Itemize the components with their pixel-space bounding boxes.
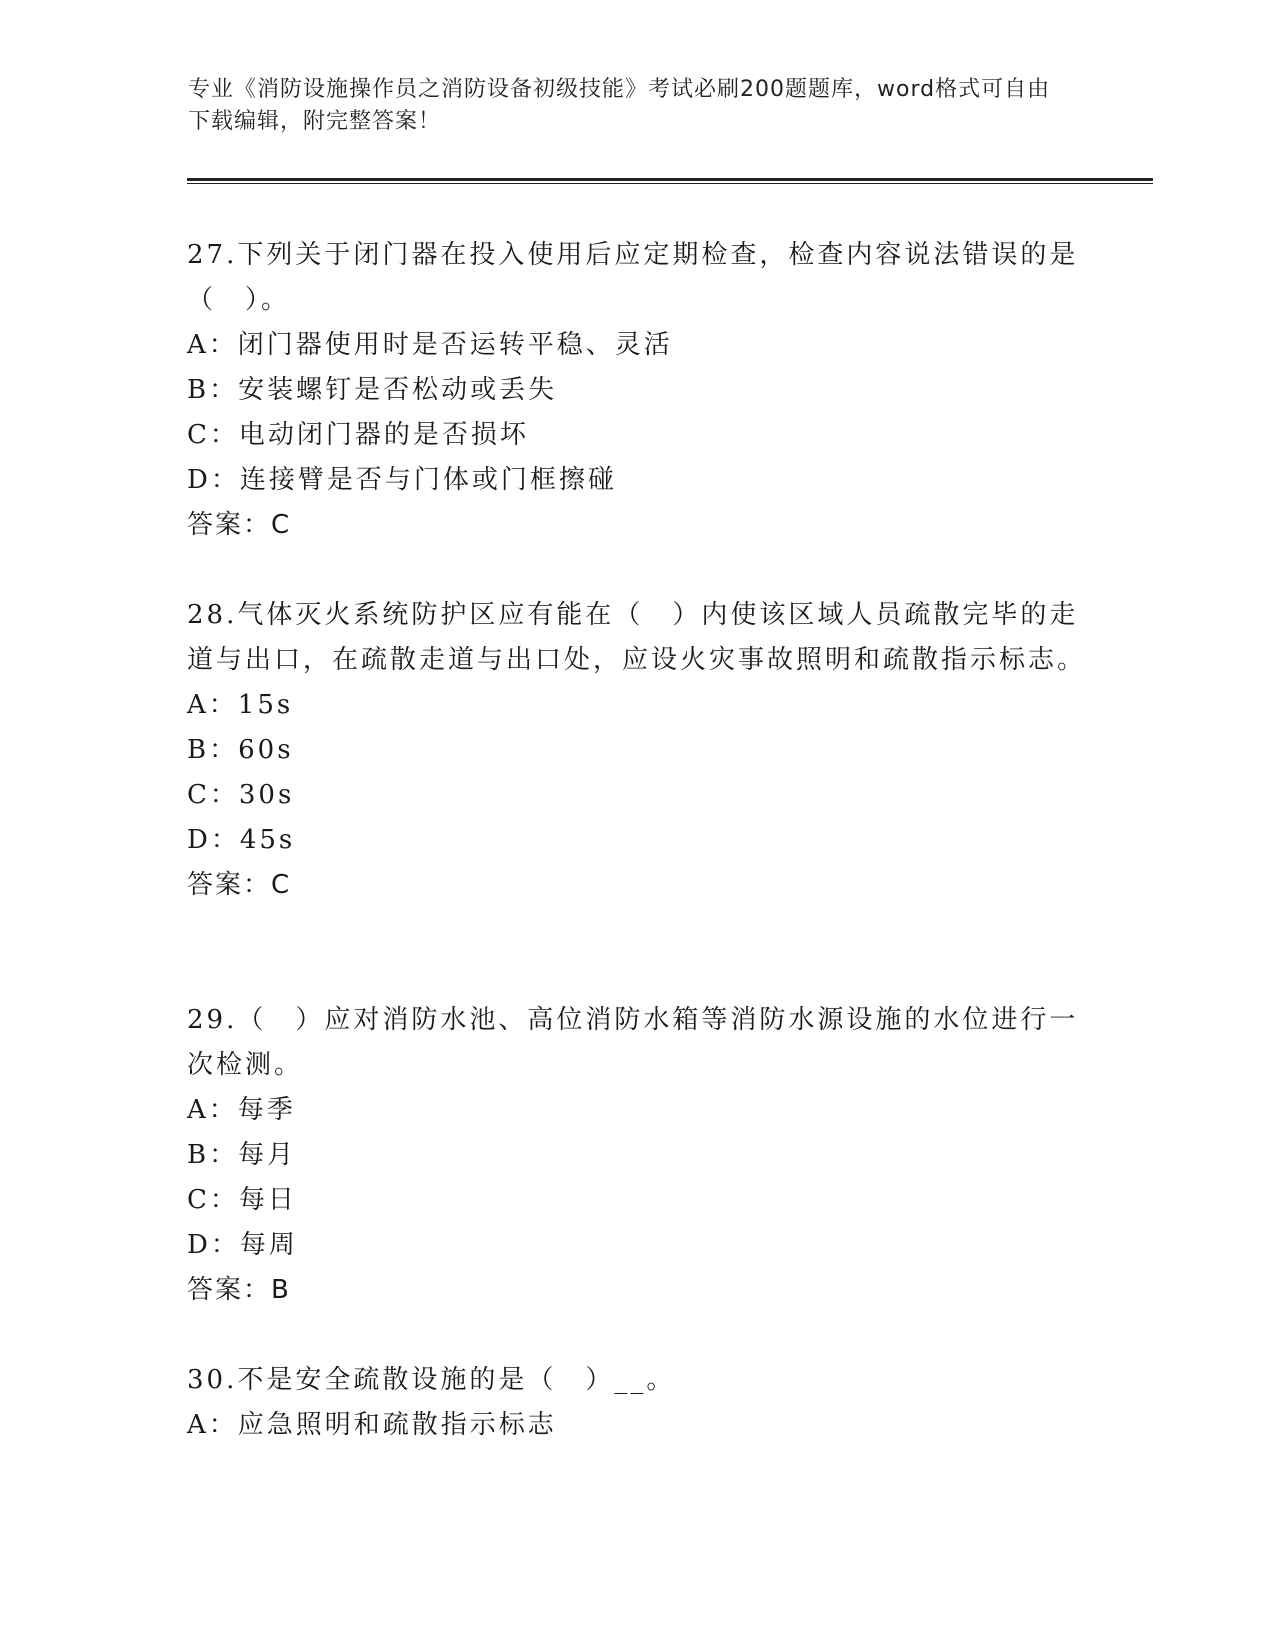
option-a: A：每季 bbox=[187, 1095, 296, 1125]
answer: 答案：C bbox=[187, 510, 292, 540]
question-stem: 29.（ ）应对消防水池、高位消防水箱等消防水源设施的水位进行一次检测。 bbox=[187, 1005, 1079, 1080]
question-stem: 30.不是安全疏散设施的是（ ）__。 bbox=[187, 1365, 676, 1395]
option-a: A：15s bbox=[187, 690, 294, 720]
option-c: C：30s bbox=[187, 780, 295, 810]
option-b: B：安装螺钉是否松动或丢失 bbox=[187, 375, 558, 405]
question-stem: 27.下列关于闭门器在投入使用后应定期检查，检查内容说法错误的是（ ）。 bbox=[187, 240, 1079, 315]
option-c: C：每日 bbox=[187, 1185, 297, 1215]
answer: 答案：B bbox=[187, 1275, 291, 1305]
option-a: A：应急照明和疏散指示标志 bbox=[187, 1410, 557, 1440]
header-rule-thin bbox=[187, 183, 1153, 184]
option-b: B：60s bbox=[187, 735, 294, 765]
option-b: B：每月 bbox=[187, 1140, 297, 1170]
option-d: D：45s bbox=[187, 825, 296, 855]
option-d: D：连接臂是否与门体或门框擦碰 bbox=[187, 465, 617, 495]
answer: 答案：C bbox=[187, 870, 292, 900]
document-header: 专业《消防设施操作员之消防设备初级技能》考试必刷200题题库，word格式可自由下载编辑，附完整答案！ bbox=[188, 77, 1051, 134]
question-28 bbox=[187, 593, 1087, 908]
option-a: A：闭门器使用时是否运转平稳、灵活 bbox=[187, 330, 673, 360]
header-rule-thick bbox=[187, 178, 1153, 181]
question-27 bbox=[187, 233, 1087, 548]
option-c: C：电动闭门器的是否损坏 bbox=[187, 420, 529, 450]
question-29 bbox=[187, 998, 1087, 1313]
question-30 bbox=[187, 1358, 1087, 1448]
question-stem: 28.气体灭火系统防护区应有能在（ ）内使该区域人员疏散完毕的走道与出口，在疏散走道与出口处，应设火灾事故照明和疏散指示标志。 bbox=[187, 600, 1087, 675]
option-d: D：每周 bbox=[187, 1230, 298, 1260]
